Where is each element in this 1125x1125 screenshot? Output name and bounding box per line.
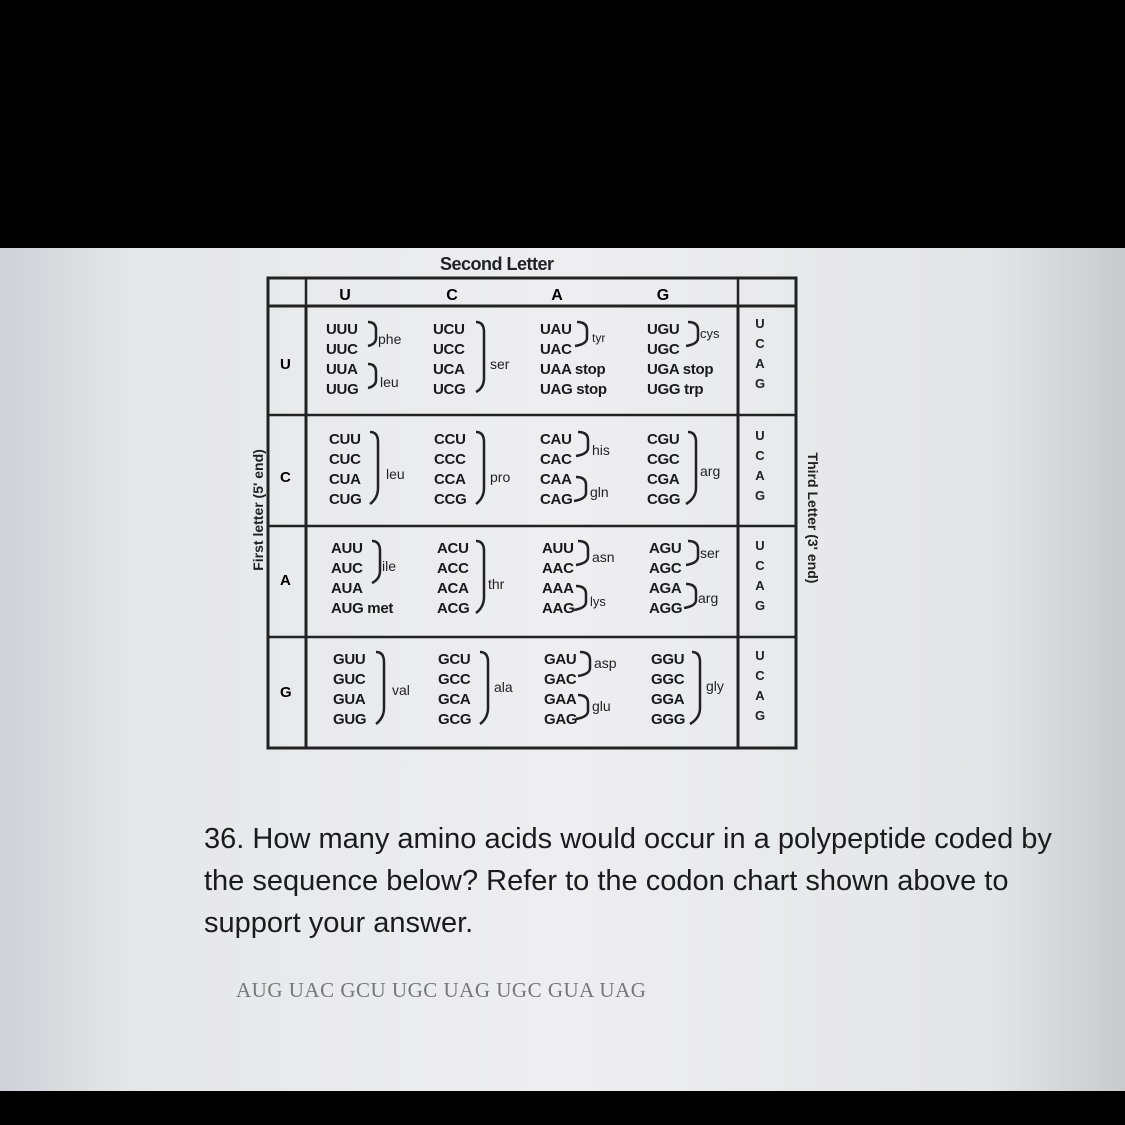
aa-val: val (392, 682, 410, 698)
codon: AGG (649, 600, 683, 617)
codon: UCU (433, 321, 465, 338)
codon: UUA (326, 361, 358, 378)
codon-cell-ag (649, 539, 682, 619)
codon-cell-cg (647, 430, 680, 510)
mrna-sequence: AUG UAC GCU UGC UAG UGC GUA UAG (236, 978, 647, 1002)
codon: CAU (540, 431, 572, 448)
codon: AUU (331, 540, 363, 557)
codon: AUU (542, 540, 574, 557)
brace-asp (578, 652, 590, 676)
codon: UUU (326, 321, 358, 338)
codon: CCC (434, 451, 466, 468)
aa-ser-a: ser (700, 545, 720, 561)
codon: GUA (333, 691, 366, 708)
aa-thr: thr (488, 576, 505, 592)
aa-pro: pro (490, 469, 511, 485)
brace-gly (690, 652, 700, 724)
aa-tyr: tyr (592, 331, 606, 345)
codon: CUG (329, 491, 362, 508)
question-text: 36. How many amino acids would occur in a polypeptide coded by the sequence below? Refer to the codon chart shown above to support your answer. (204, 823, 1052, 939)
codon-cell-gg (651, 650, 685, 730)
codon-cell-ca (540, 430, 572, 510)
codon: GUC (333, 671, 366, 688)
aa-ala: ala (494, 679, 513, 695)
aa-arg-a: arg (698, 590, 719, 606)
brace-thr (476, 541, 484, 613)
brace-val (376, 652, 384, 724)
brace-ser-a (686, 541, 698, 565)
brace-asn (576, 541, 588, 565)
third-letter-axis-label: Third Letter (3' end) (805, 452, 821, 584)
codon: GAA (544, 691, 577, 708)
codon: UAU (540, 321, 572, 338)
brace-leu-c (370, 432, 378, 504)
third-letter: C (755, 558, 765, 573)
first-letter-g: G (280, 684, 292, 701)
codon: GUU (333, 651, 366, 668)
codon-cell-gc (438, 650, 471, 730)
codon-cell-au (331, 539, 393, 619)
third-letters-c (752, 426, 768, 506)
third-letter: U (755, 648, 765, 663)
codon: GGC (651, 671, 685, 688)
third-letter: A (755, 578, 765, 593)
third-letter: C (755, 336, 765, 351)
brace-leu-u (368, 364, 376, 388)
codon: AAA (542, 580, 574, 597)
codon-cell-gu (333, 650, 366, 730)
aa-arg-c: arg (700, 463, 721, 479)
codon: CUC (329, 451, 361, 468)
aa-phe: phe (378, 331, 402, 347)
aa-asp: asp (594, 655, 617, 671)
codon: UCG (433, 381, 466, 398)
brace-phe (368, 322, 376, 346)
codon: ACG (437, 600, 470, 617)
third-letter: U (755, 316, 765, 331)
brace-lys (574, 586, 586, 610)
brace-arg-a (684, 584, 696, 608)
first-letter-a: A (280, 572, 291, 589)
codon: CGC (647, 451, 680, 468)
codon: CAG (540, 491, 573, 508)
third-letter: C (755, 448, 765, 463)
aa-cys: cys (700, 326, 720, 341)
codon: GAC (544, 671, 577, 688)
codon: UAC (540, 341, 572, 358)
codon: UGU (647, 321, 680, 338)
codon: CAA (540, 471, 572, 488)
codon: GCC (438, 671, 471, 688)
codon: CGA (647, 471, 680, 488)
aa-ser: ser (490, 356, 510, 372)
codon: GCG (438, 711, 472, 728)
third-letter: U (755, 428, 765, 443)
codon: UCA (433, 361, 465, 378)
first-letter-c: C (280, 469, 291, 486)
codon: UUC (326, 341, 358, 358)
codon: AGC (649, 560, 682, 577)
codon-cell-cu (329, 430, 361, 510)
codon: CCU (434, 431, 466, 448)
codon-cell-cc (434, 430, 466, 510)
first-letter-u: U (280, 356, 291, 373)
codon: UGA stop (647, 361, 714, 378)
codon: GAG (544, 711, 578, 728)
codon: ACC (437, 560, 469, 577)
codon: GUG (333, 711, 367, 728)
codon: CGG (647, 491, 681, 508)
codon: ACU (437, 540, 469, 557)
codon: UAG stop (540, 381, 607, 398)
codon: UGG trp (647, 381, 704, 398)
codon: CUU (329, 431, 361, 448)
codon: UUG (326, 381, 359, 398)
aa-leu: leu (380, 374, 399, 390)
aa-gly: gly (706, 678, 724, 694)
brace-gln (574, 477, 586, 501)
third-letter: A (755, 468, 765, 483)
brace-arg-c (686, 432, 696, 504)
third-letter: C (755, 668, 765, 683)
codon: GCU (438, 651, 471, 668)
codon: AGA (649, 580, 682, 597)
second-letter-u: U (339, 287, 351, 304)
codon: AAG (542, 600, 575, 617)
codon: GAU (544, 651, 577, 668)
aa-gln: gln (590, 484, 609, 500)
second-letter-a: A (551, 287, 563, 304)
codon: UAA stop (540, 361, 606, 378)
third-letter: G (754, 488, 766, 503)
third-letter: A (755, 356, 765, 371)
codon: AUG met (331, 600, 394, 617)
codon-cell-uc (433, 320, 465, 400)
codon: UGC (647, 341, 680, 358)
codon: CGU (647, 431, 680, 448)
codon: CAC (540, 451, 572, 468)
codon: GGU (651, 651, 685, 668)
brace-his (576, 432, 588, 456)
codon-cell-aa (542, 539, 574, 619)
codon-cell-ga (544, 650, 577, 730)
codon: GGA (651, 691, 685, 708)
codon-cell-uu (326, 320, 358, 400)
aa-asn: asn (592, 549, 615, 565)
aa-glu: glu (592, 698, 611, 714)
third-letters-u (752, 314, 768, 394)
third-letters-a (752, 536, 768, 616)
codon: GGG (651, 711, 686, 728)
codon: AUC (331, 560, 363, 577)
third-letters-g (752, 646, 768, 726)
third-letter: G (754, 598, 766, 613)
second-letter-title: Second Letter (440, 254, 554, 274)
third-letter: U (755, 538, 765, 553)
second-letter-g: G (656, 287, 670, 304)
codon: AUA (331, 580, 363, 597)
codon: UCC (433, 341, 465, 358)
third-letter: G (754, 708, 766, 723)
codon-cell-ac (437, 539, 469, 619)
brace-ala (480, 652, 488, 724)
aa-leu-c: leu (386, 466, 405, 482)
third-letter: G (754, 376, 766, 391)
second-letter-c: C (446, 287, 458, 304)
first-letter-axis-label: First letter (5' end) (250, 449, 266, 571)
brace-pro (476, 432, 484, 504)
aa-ile: ile (382, 558, 397, 574)
codon: CCG (434, 491, 467, 508)
aa-lys: lys (590, 594, 606, 609)
codon: ACA (437, 580, 469, 597)
codon: CUA (329, 471, 361, 488)
brace-ser (476, 322, 484, 392)
aa-his: his (592, 442, 610, 458)
codon: CCA (434, 471, 466, 488)
codon: AGU (649, 540, 682, 557)
third-letter: A (755, 688, 765, 703)
codon: AAC (542, 560, 574, 577)
codon: GCA (438, 691, 471, 708)
brace-glu (576, 695, 588, 719)
